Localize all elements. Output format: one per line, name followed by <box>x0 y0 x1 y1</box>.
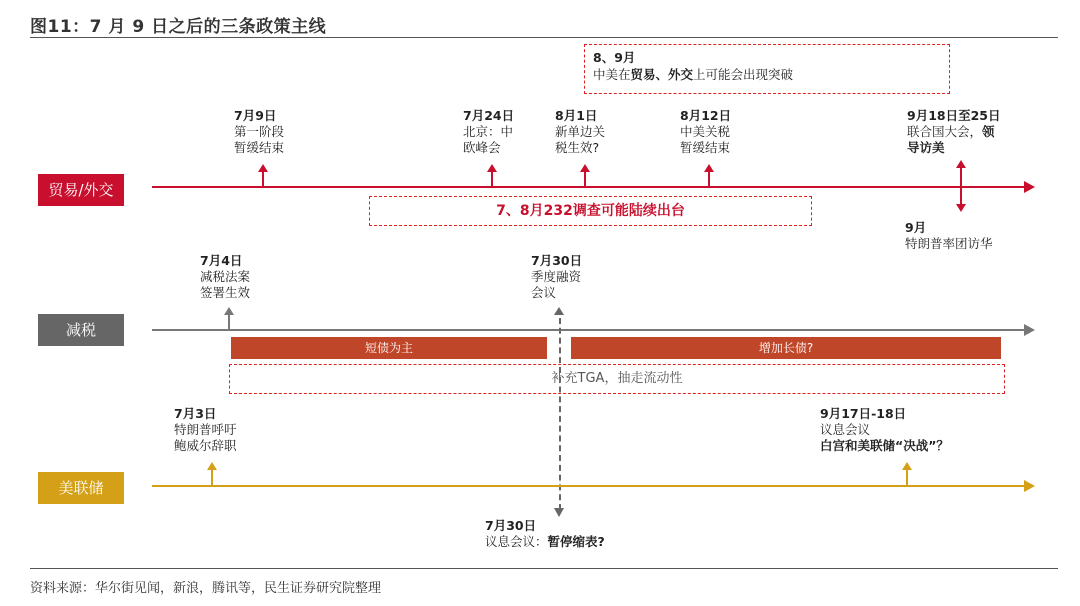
trade-event-2 <box>555 108 605 156</box>
trade-232-text: 7、8月232调查可能陆续出台 <box>496 203 685 219</box>
trade-event-4-l2: 导访美 <box>907 140 945 155</box>
trade-event-1-date: 7月24日 <box>463 108 515 123</box>
lane-label-fed: 美联储 <box>38 472 124 504</box>
trade-event-0-l2: 暂缓结束 <box>234 140 285 155</box>
trade-event-0-date: 7月9日 <box>234 108 277 123</box>
trade-event-4-l1-bold: 领 <box>982 124 995 139</box>
tax-event-0-l1: 减税法案 <box>200 269 251 284</box>
tax-event-0-date: 7月4日 <box>200 253 243 268</box>
fed-event-0-date: 7月3日 <box>174 406 217 421</box>
trade-top-note-pre: 中美在 <box>593 67 631 82</box>
trade-below-event <box>905 220 993 252</box>
trade-event-2-l1: 新单边关 <box>555 124 606 139</box>
trade-event-3 <box>680 108 731 156</box>
tax-event-0 <box>200 253 250 301</box>
tax-timeline-arrowhead <box>1024 324 1035 336</box>
tax-tga-box <box>229 364 1005 394</box>
trade-top-note-post: 上可能会出现突破 <box>693 67 794 82</box>
trade-event-1 <box>463 108 514 156</box>
trade-top-note-box <box>584 44 950 94</box>
fed-bottom-pre: 议息会议： <box>485 534 548 549</box>
trade-232-box <box>369 196 812 226</box>
trade-top-note-date: 8、9月 <box>593 50 636 65</box>
trade-event-1-l1: 北京：中 <box>463 124 514 139</box>
tax-tga-text: 补充TGA，抽走流动性 <box>551 371 683 386</box>
trade-top-note-bold: 贸易、外交 <box>630 67 694 82</box>
trade-event-2-date: 8月1日 <box>555 108 598 123</box>
tax-timeline <box>152 329 1024 331</box>
trade-event-2-l2: 税生效? <box>555 140 600 155</box>
tax-event-1-l1: 季度融资 <box>531 269 582 284</box>
lane-label-tax: 减税 <box>38 314 124 346</box>
trade-event-3-l1: 中美关税 <box>680 124 731 139</box>
fed-timeline-arrowhead <box>1024 480 1035 492</box>
fed-event-1 <box>820 406 949 454</box>
tax-bar-short-debt: 短债为主 <box>231 337 547 359</box>
trade-event-1-l2: 欧峰会 <box>463 140 501 155</box>
fed-event-0-l2: 鲍威尔辞职 <box>174 438 237 453</box>
trade-event-3-date: 8月12日 <box>680 108 732 123</box>
july30-connector-arrowhead <box>554 508 564 517</box>
fed-bottom-date: 7月30日 <box>485 518 537 533</box>
lane-label-trade: 贸易/外交 <box>38 174 124 206</box>
trade-event-4-l1: 联合国大会， <box>907 124 983 139</box>
fed-bottom-event <box>485 518 605 550</box>
tax-event-1 <box>531 253 582 301</box>
trade-event-4 <box>907 108 1001 156</box>
trade-event-0-l1: 第一阶段 <box>234 124 285 139</box>
fed-event-1-l1: 议息会议 <box>820 422 871 437</box>
source-note: 资料来源：华尔街见闻，新浪，腾讯等，民生证券研究院整理 <box>30 581 382 596</box>
fed-timeline <box>152 485 1024 487</box>
trade-timeline <box>152 186 1024 188</box>
fed-bottom-bold: 暂停缩表? <box>547 534 605 549</box>
trade-event-0 <box>234 108 284 156</box>
july30-connector <box>559 318 561 510</box>
fed-event-0 <box>174 406 237 454</box>
figure-title: 图11：7 月 9 日之后的三条政策主线 <box>30 17 327 37</box>
fed-event-1-date: 9月17日-18日 <box>820 406 907 421</box>
trade-timeline-arrowhead <box>1024 181 1035 193</box>
tax-event-1-date: 7月30日 <box>531 253 583 268</box>
tax-event-0-l2: 签署生效 <box>200 285 251 300</box>
trade-below-l1: 特朗普率团访华 <box>905 236 993 251</box>
fed-event-1-l2: 白宫和美联储“决战”？ <box>820 438 949 453</box>
tax-bar-long-debt: 增加长债? <box>571 337 1001 359</box>
trade-below-date: 9月 <box>905 220 927 235</box>
trade-event-4-date: 9月18日至25日 <box>907 108 1001 123</box>
tax-event-1-l2: 会议 <box>531 285 557 300</box>
top-rule <box>30 37 1058 38</box>
bottom-rule <box>30 568 1058 569</box>
trade-event-3-l2: 暂缓结束 <box>680 140 731 155</box>
fed-event-0-l1: 特朗普呼吁 <box>174 422 237 437</box>
